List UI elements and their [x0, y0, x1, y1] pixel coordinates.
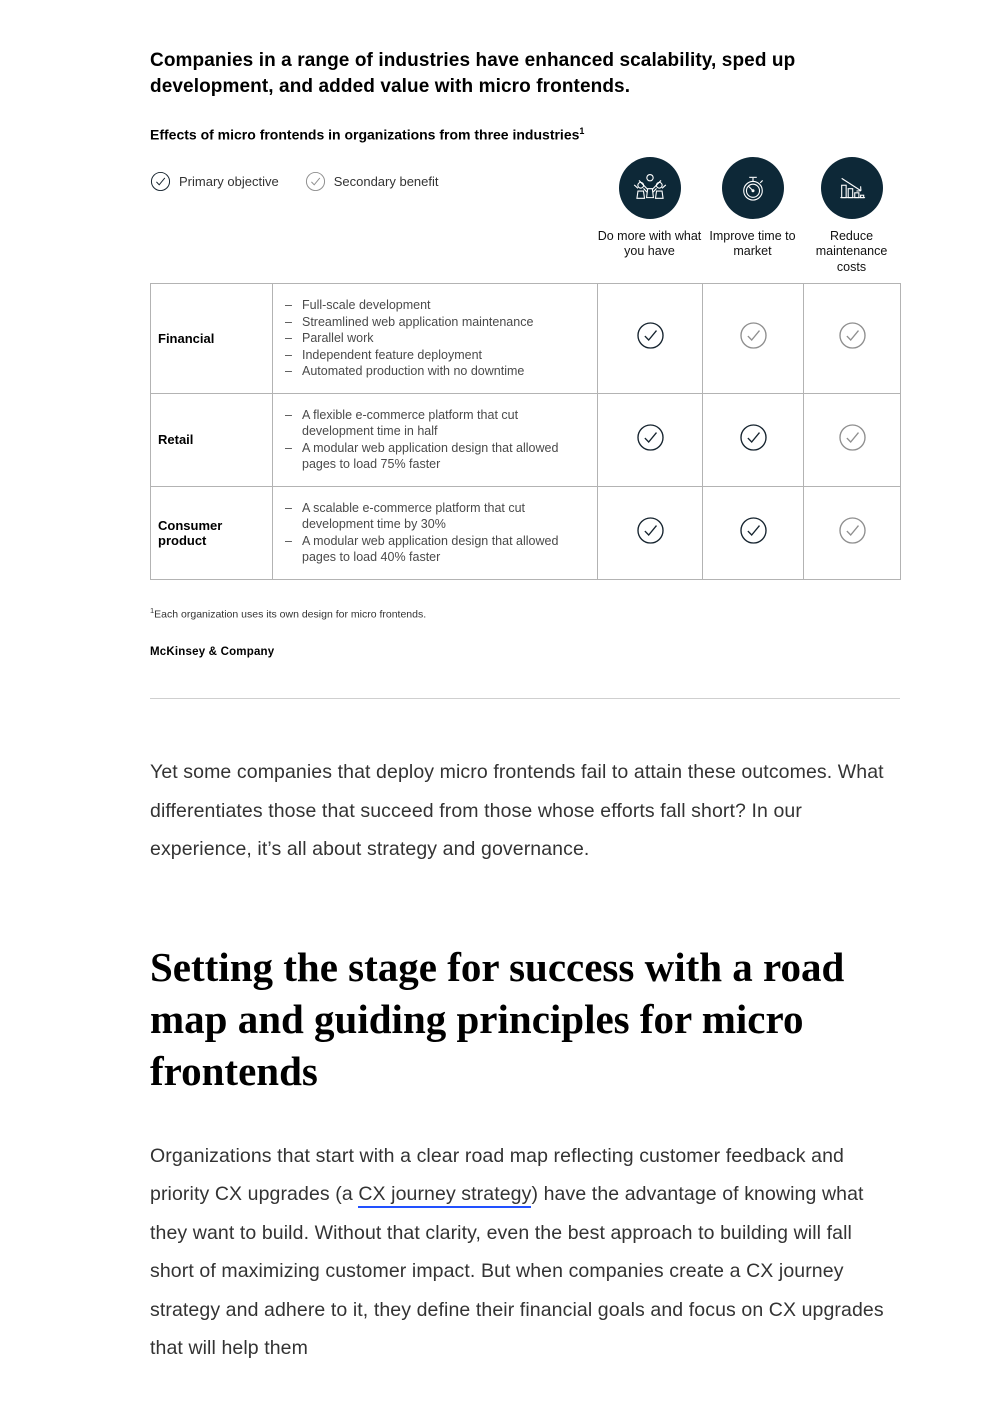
- dash-marker: [283, 407, 302, 440]
- bullet-item: – Independent feature deployment: [283, 347, 589, 364]
- check-circle-icon: [838, 423, 867, 452]
- check-circle-icon: [739, 423, 768, 452]
- column-header-reduce-costs: [803, 157, 900, 276]
- check-circle-icon: [636, 516, 665, 545]
- exhibit-column-headers: [150, 157, 900, 276]
- check-circle-icon: [739, 321, 768, 350]
- bullet-item: – A scalable e-commerce platform that cut development time by 30%: [283, 500, 589, 533]
- dash-marker: [283, 533, 302, 566]
- check-cell: [598, 393, 703, 486]
- team-people-icon: [619, 157, 681, 219]
- check-cell: [598, 284, 703, 394]
- footnote: $^1$Each organization uses its own design for micro frontends.: [150, 605, 427, 621]
- table-row-retail: [151, 393, 901, 486]
- check-cell: [804, 284, 901, 394]
- exhibit-subtitle: Effects of micro frontends in organizations from three industries$^1$: [150, 126, 585, 143]
- industry-label: Retail: [151, 393, 273, 486]
- dash-marker: [283, 330, 302, 347]
- section-heading: Setting the stage for success with a road map and guiding principles for micro frontends: [150, 943, 845, 1094]
- exhibit-title: Companies in a range of industries have enhanced scalability, sped up development, and added value with micro frontends.: [150, 50, 796, 97]
- check-circle-icon: [838, 321, 867, 350]
- article-page: [150, 0, 900, 1368]
- declining-bar-chart-icon: [821, 157, 883, 219]
- legend-item-secondary: [305, 171, 439, 192]
- section-divider: [150, 698, 900, 699]
- bullets-cell: [273, 284, 598, 394]
- industry-label: Financial: [151, 284, 273, 394]
- check-circle-icon: [636, 321, 665, 350]
- bullets-cell: [273, 393, 598, 486]
- dash-marker: [283, 440, 302, 473]
- dash-marker: [283, 347, 302, 364]
- industry-effects-table: [150, 283, 901, 580]
- table-row-financial: [151, 284, 901, 394]
- column-header-improve-time: [702, 157, 803, 276]
- legend: [150, 171, 597, 192]
- bullet-item: – Streamlined web application maintenance: [283, 314, 589, 331]
- article-paragraph: Organizations that start with a clear road map reflecting customer feedback and priority CX upgrades (a CX journey strategy) have the advantage of knowing what they want to build. Without that clarity, even the best approach to building will fall short of maximizing customer impact. But when companies create a CX journey strategy and adhere to it, they define their financial goals and focus on CX upgrades that will help them: [150, 1144, 884, 1360]
- bullet-item: – A flexible e-commerce platform that cut development time in half: [283, 407, 589, 440]
- bullets-cell: [273, 486, 598, 579]
- check-cell: [804, 393, 901, 486]
- column-label: Do more with what you have: [597, 228, 702, 259]
- check-cell: [703, 393, 804, 486]
- check-circle-icon: [150, 171, 171, 192]
- check-cell: [703, 284, 804, 394]
- legend-label: Primary objective: [179, 173, 279, 189]
- check-circle-icon: [838, 516, 867, 545]
- dash-marker: [283, 314, 302, 331]
- stopwatch-icon: [722, 157, 784, 219]
- industry-label: Consumer product: [151, 486, 273, 579]
- bullet-item: – Parallel work: [283, 330, 589, 347]
- check-circle-icon: [739, 516, 768, 545]
- dash-marker: [283, 500, 302, 533]
- cx-journey-strategy-link[interactable]: CX journey strategy: [358, 1183, 531, 1208]
- dash-marker: [283, 297, 302, 314]
- footnote-marker: 1: [150, 605, 155, 615]
- legend-item-primary: [150, 171, 279, 192]
- legend-label: Secondary benefit: [333, 173, 439, 189]
- exhibit: [150, 48, 900, 658]
- column-label: Reduce maintenance costs: [815, 228, 888, 274]
- dash-marker: [283, 363, 302, 380]
- bullet-item: – A modular web application design that allowed pages to load 40% faster: [283, 533, 589, 566]
- source-attribution: McKinsey & Company: [150, 646, 275, 659]
- bullet-item: – A modular web application design that allowed pages to load 75% faster: [283, 440, 589, 473]
- table-row-consumer-product: [151, 486, 901, 579]
- article-paragraph: Yet some companies that deploy micro frontends fail to attain these outcomes. What differentiates those that succeed from those whose efforts fall short? In our experience, it’s all about strategy and governance.: [150, 761, 884, 861]
- column-label: Improve time to market: [709, 228, 796, 259]
- subtitle-footnote-marker: 1: [579, 126, 585, 136]
- check-cell: [804, 486, 901, 579]
- check-cell: [703, 486, 804, 579]
- bullet-item: – Full-scale development: [283, 297, 589, 314]
- bullet-item: – Automated production with no downtime: [283, 363, 589, 380]
- check-circle-icon: [305, 171, 326, 192]
- check-cell: [598, 486, 703, 579]
- column-header-do-more: [597, 157, 702, 276]
- check-circle-icon: [636, 423, 665, 452]
